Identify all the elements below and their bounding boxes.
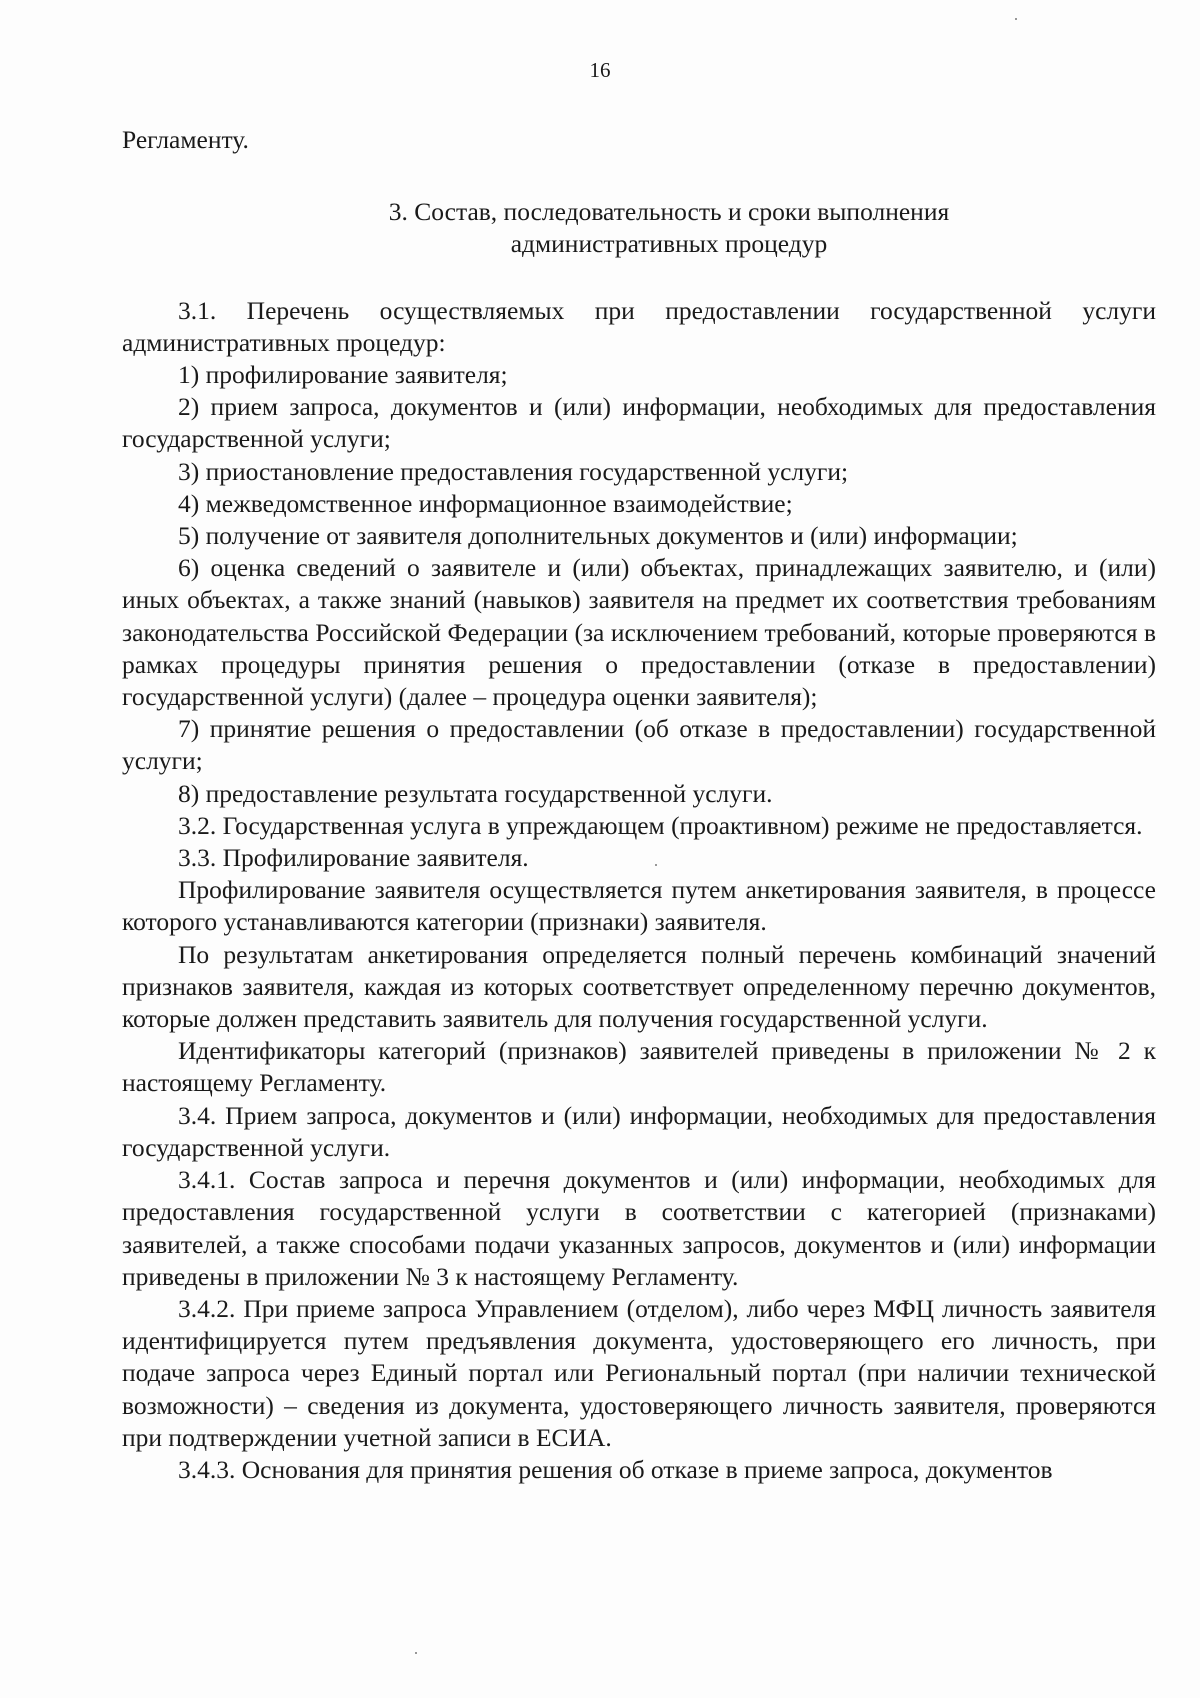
paragraph-survey-results: По результатам анкетирования определяется полный перечень комбинаций значений признаков заявителя, каждая из которых соответствует определенному перечню документов, которые должен представить заявитель для получения государственной услуги. bbox=[122, 939, 1156, 1034]
paragraph-profiling: Профилирование заявителя осуществляется путем анкетирования заявителя, в процессе которого устанавливаются категории (признаки) заявителя. bbox=[122, 875, 1156, 937]
list-item-6: 6) оценка сведений о заявителе и (или) объектах, принадлежащих заявителю, и (или) иных объектах, а также знаний (навыков) заявителя на предмет их соответствия требованиям законодательства Российской Федерации (за исключением требований, которые проверяются в рамках процедуры принятия решения о предоставлении (отказе в предоставлении) государственной услуги) (далее – процедура оценки заявителя); bbox=[122, 553, 1156, 712]
list-item-4: 4) межведомственное информационное взаимодействие; bbox=[178, 488, 793, 518]
list-item-8: 8) предоставление результата государственной услуги. bbox=[178, 778, 773, 808]
section-heading-line-2: административных процедур bbox=[510, 229, 828, 259]
section-heading-line-1: 3. Состав, последовательность и сроки выполнения bbox=[388, 197, 950, 227]
list-item-7: 7) принятие решения о предоставлении (об отказе в предоставлении) государственной услуги; bbox=[122, 714, 1156, 776]
section-heading bbox=[122, 196, 1156, 260]
paragraph-3-4-2: 3.4.2. При приеме запроса Управлением (отделом), либо через МФЦ личность заявителя идентифицируется путем предъявления документа, удостоверяющего его личность, при подаче запроса через Единый портал или Региональный портал (при наличии технической возможности) – сведения из документа, удостоверяющего личность заявителя, проверяются при подтверждении учетной записи в ЕСИА. bbox=[122, 1293, 1156, 1452]
paragraph-3-3: 3.3. Профилирование заявителя. bbox=[178, 843, 529, 873]
paragraph-3-1: 3.1. Перечень осуществляемых при предоставлении государственной услуги административных процедур: bbox=[122, 295, 1156, 357]
list-item-3: 3) приостановление предоставления государственной услуги; bbox=[178, 456, 849, 486]
scan-speck bbox=[655, 864, 657, 866]
paragraph-3-2: 3.2. Государственная услуга в упреждающем (проактивном) режиме не предоставляется. bbox=[178, 810, 1143, 840]
page-number: 16 bbox=[589, 58, 611, 82]
list-item-1: 1) профилирование заявителя; bbox=[178, 360, 508, 390]
scan-speck bbox=[415, 1652, 417, 1654]
list-item-5: 5) получение от заявителя дополнительных документов и (или) информации; bbox=[178, 521, 1018, 551]
paragraph-identifiers: Идентификаторы категорий (признаков) заявителей приведены в приложении № 2 к настоящему Регламенту. bbox=[122, 1036, 1156, 1098]
document-body bbox=[122, 124, 1156, 1486]
list-item-2: 2) прием запроса, документов и (или) информации, необходимых для предоставления государственной услуги; bbox=[122, 392, 1156, 454]
paragraph-3-4: 3.4. Прием запроса, документов и (или) информации, необходимых для предоставления государственной услуги. bbox=[122, 1100, 1156, 1162]
scan-speck bbox=[1015, 18, 1017, 20]
paragraph-3-4-3: 3.4.3. Основания для принятия решения об отказе в приеме запроса, документов bbox=[178, 1454, 1053, 1484]
lead-fragment: Регламенту. bbox=[122, 125, 249, 154]
paragraph-3-4-1: 3.4.1. Состав запроса и перечня документов и (или) информации, необходимых для предоставления государственной услуги в соответствии с категорией (признаками) заявителей, а также способами подачи указанных запросов, документов и (или) информации приведены в приложении № 3 к настоящему Регламенту. bbox=[122, 1165, 1156, 1291]
